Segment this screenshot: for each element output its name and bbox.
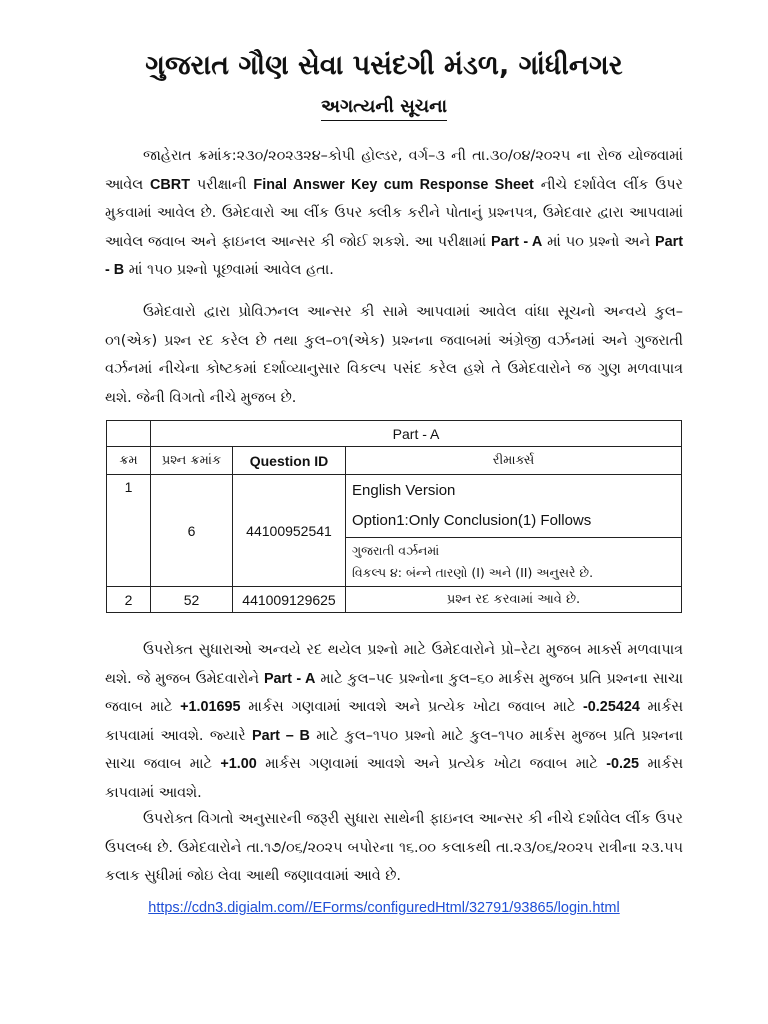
table-row bbox=[107, 475, 682, 538]
paragraph-availability: ઉપરોક્ત વિગતો અનુસારની જરૂરી સુધારા સાથેની ફાઇનલ આન્સર કી નીચે દર્શાવેલ લીંક ઉપર ઉપલબ્ધ છે. ઉમેદવારોને તા.૧૭/૦૬/૨૦૨૫ બપોરના ૧૬.૦૦ કલાકથી તા.૨૩/૦૬/૨૦૨૫ રાત્રીના ૨૩.૫૫ કલાક સુધીમાં જોઇ લેવા આથી જણાવવામાં આવે છે. bbox=[105, 811, 683, 884]
header-sn: ક્રમ bbox=[107, 447, 151, 475]
paragraph-objections: ઉમેદવારો દ્વારા પ્રોવિઝનલ આન્સર કી સામે આપવામાં આવેલ વાંધા સૂચનો અન્વયે કુલ–૦૧(એક) પ્રશ્ન રદ કરેલ છે તથા કુલ–૦૧(એક) પ્રશ્નના જવાબમાં અંગ્રેજી વર્ઝનમાં અને ગુજરાતી વર્ઝનમાં નીચેના કોષ્ટકમાં દર્શાવ્યાનુસાર વિકલ્પ પસંદ કરેલ હશે તે ઉમેદવારોને જ ગુણ મળવાપાત્ર થશે. જેની વિગતો નીચે મુજબ છે. bbox=[105, 304, 683, 406]
paragraph-answer-key: જાહેરાત ક્રમાંક:૨૩૦/૨૦૨૩૨૪–કોપી હોલ્ડર, વર્ગ–૩ ની તા.૩૦/૦૪/૨૦૨૫ ના રોજ યોજવામાં આવેલ CBRT પરીક્ષાની Final Answer Key cum Response Sheet નીચે દર્શાવેલ લીંક ઉપર મુકવામાં આવેલ છે. ઉમેદવારો આ લીંક ઉપર ક્લીક કરીને પોતાનું પ્રશ્નપત્ર, ઉમેદવાર દ્વારા આપવામાં આવેલ જવાબ અને ફાઇનલ આન્સર કી જોઈ શકશે. આ પરીક્ષામાં Part - A માં ૫૦ પ્રશ્નો અને Part - B માં ૧૫૦ પ્રશ્નો પૂછવામાં આવેલ હતા. bbox=[105, 148, 683, 278]
row1-remark-gujarati: ગુજરાતી વર્ઝનમાં વિકલ્પ ૪: બંન્ને તારણો (I) અને (II) અનુસરે છે. bbox=[346, 538, 682, 587]
paragraph-marks: ઉપરોક્ત સુધારાઓ અન્વયે રદ થયેલ પ્રશ્નો માટે ઉમેદવારોને પ્રો–રેટા મુજબ માર્ક્સ મળવાપાત્ર થશે. જે મુજબ ઉમેદવારોને Part - A માટે કુલ–૫૯ પ્રશ્નોના કુલ–૬૦ માર્કસ મુજબ પ્રતિ પ્રશ્નના સાચા જવાબ માટે +1.01695 માર્કસ ગણવામાં આવશે અને પ્રત્યેક ખોટા જવાબ માટે -0.25424 માર્કસ કાપવામાં આવશે. જ્યારે Part – B માટે કુલ–૧૫૦ પ્રશ્નો માટે કુલ–૧૫૦ માર્કસ મુજબ પ્રતિ પ્રશ્નના સાચા જવાબ માટે +1.00 માર્કસ ગણવામાં આવશે અને પ્રત્યેક ખોટા જવાબ માટે -0.25 માર્કસ કાપવામાં આવશે. bbox=[105, 642, 684, 801]
cbrt-text: CBRT bbox=[150, 176, 190, 193]
answer-key-link[interactable]: https://cdn3.digialm.com//EForms/configuredHtml/32791/93865/login.html bbox=[148, 900, 620, 916]
part-a-correct-marks: +1.01695 bbox=[180, 699, 241, 715]
row2-remark: પ્રશ્ન રદ કરવામાં આવે છે. bbox=[346, 587, 682, 613]
row2-sn: 2 bbox=[107, 587, 151, 613]
row1-qno: 6 bbox=[151, 475, 233, 587]
part-a-text: Part - A bbox=[491, 233, 543, 250]
part-b-negative-marks: -0.25 bbox=[606, 756, 640, 772]
part-b-text: Part - B bbox=[105, 233, 683, 278]
part-label: Part - A bbox=[151, 421, 682, 447]
link-container bbox=[0, 900, 768, 916]
row2-qno: 52 bbox=[151, 587, 233, 613]
table-part-row bbox=[107, 421, 682, 447]
header-remarks: રીમાર્ક્સ bbox=[346, 447, 682, 475]
page-title: ગુજરાત ગૌણ સેવા પસંદગી મંડળ, ગાંધીનગર bbox=[145, 50, 623, 81]
row2-qid: 441009129625 bbox=[233, 587, 346, 613]
row1-qid: 44100952541 bbox=[233, 475, 346, 587]
header-qid: Question ID bbox=[233, 447, 346, 475]
table-header-row bbox=[107, 447, 682, 475]
part-a-negative-marks: -0.25424 bbox=[583, 699, 640, 715]
changes-table bbox=[106, 420, 682, 613]
part-b-correct-marks: +1.00 bbox=[220, 756, 257, 772]
subtitle-text: અગત્યની સૂચના bbox=[321, 96, 447, 121]
row1-sn: 1 bbox=[107, 475, 151, 587]
final-answer-key-text: Final Answer Key cum Response Sheet bbox=[253, 176, 534, 193]
row1-remark-english: English Version Option1:Only Conclusion(1) Follows bbox=[346, 475, 682, 538]
header-qno: પ્રશ્ન ક્રમાંક bbox=[151, 447, 233, 475]
table-row bbox=[107, 587, 682, 613]
page-subtitle bbox=[0, 96, 768, 117]
